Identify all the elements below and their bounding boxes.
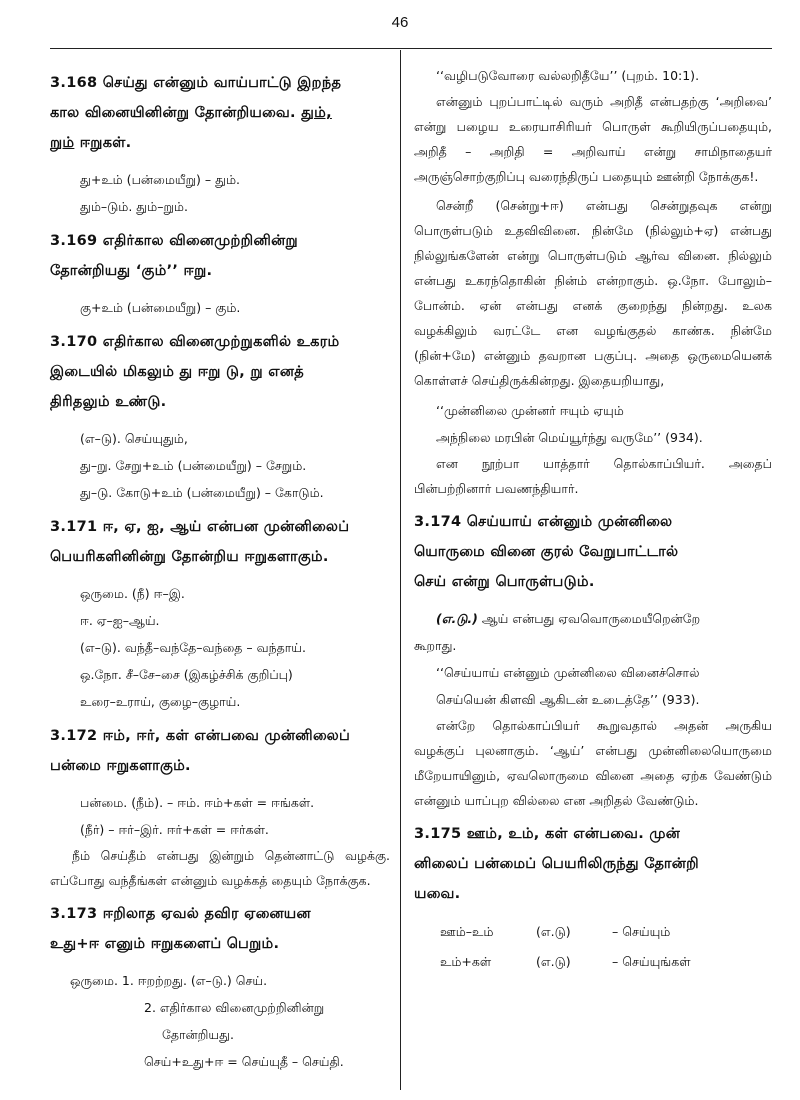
example-line: செய்+உது+ஈ = செய்யுதீ – செய்தி.	[144, 1054, 344, 1069]
right-column	[414, 62, 772, 977]
example-line: (எ–டு). வந்தீ–வந்தே–வந்தை – வந்தாய்.	[80, 640, 306, 655]
example-line: உரை–உராய், குழை–குழாய்.	[80, 694, 241, 709]
left-column	[50, 62, 390, 1075]
example-line: கூறாது.	[414, 638, 457, 653]
section-3-172-heading: 3.172 ஈம், ஈர், கள் என்பவை முன்னிலைப் பன்மை ஈறுகளாகும்.	[50, 728, 351, 774]
paragraph: சென்றீ (சென்று+ஈ) என்பது சென்றுதவுக என்று பொருள்படும் உதவிவினை. நின்மே (நில்லும்+ஏ) என்பது நில்லுங்களேன் என்று பொருள்படும் ஆர்வ வினை. நில்லும் என்பது உகரந்தொகின் நின்ம் என்றாகும். ஒ.நோ. போலும்–போன்ம். ஏன் என்பது எனக் குறைந்து நின்றது. உலக வழக்கிலும் வரட்டே என வழங்குதல் காண்க. நின்மே (நின்+மே) என்னும் தவறான பகுப்பு. அதை ஒருமையெனக் கொள்ளச் செய்திருக்கின்றது. இதையறியாது,	[414, 198, 772, 388]
paragraph: என நூற்பா யாத்தார் தொல்காப்பியர். அதைப் பின்பற்றினார் பவணந்தியார்.	[414, 456, 772, 496]
header-rule	[50, 48, 772, 49]
example-line: பன்மை. (நீம்). – ஈம். ஈம்+கள் = ஈங்கள்.	[80, 795, 315, 810]
example-line: (எ.டு.) ஆய் என்பது ஏவவொருமையீறென்றே	[436, 611, 701, 626]
paragraph: நீம் செய்தீம் என்பது இன்றும் தென்னாட்டு வழக்கு. எப்போது வந்தீங்கள் என்னும் வழக்கத் தையும் நோக்குக.	[50, 848, 390, 888]
section-3-169-heading: 3.169 எதிர்கால வினைமுற்றினின்று தோன்றியது ‘கும்’’ ஈறு.	[50, 233, 298, 279]
example-line: தோன்றியது.	[162, 1027, 234, 1042]
quote-line: ‘‘வழிபடுவோரை வல்லறிதீயே’’ (புறம். 10:1).	[436, 68, 700, 83]
quote-line: செய்யென் கிளவி ஆகிடன் உடைத்தே’’ (933).	[436, 692, 700, 707]
section-3-170-heading: 3.170 எதிர்கால வினைமுற்றுகளில் உகரம் இடையில் மிகலும் து ஈறு டு, று எனத் திரிதலும் உண்டு.	[50, 334, 340, 410]
paragraph: என்னும் புறப்பாட்டில் வரும் அறிதீ என்பதற்கு ‘அறிவை’ என்று பழைய உரையாசிரியர் பொருள் கூறியிருப்பதையும், அறிதீ – அறிதி = அறிவாய் என்று சாமிநாதையர் அருஞ்சொற்குறிப்பு வரைந்திருப் பதையும் ஊன்றி நோக்குக!.	[414, 94, 772, 184]
example-line: 2. எதிர்கால வினைமுற்றினின்று	[144, 1000, 325, 1015]
table-row: ஊம்–உம் (எ.டு) – செய்யும்	[440, 924, 671, 939]
page-number: 46	[391, 14, 409, 31]
column-divider	[400, 50, 401, 1090]
section-3-168-heading: 3.168 செய்து என்னும் வாய்பாட்டு இறந்த கால வினையினின்று தோன்றியவை. தும், றும் ஈறுகள்.	[50, 75, 342, 151]
quote-line: ‘‘செய்யாய் என்னும் முன்னிலை வினைச்சொல்	[436, 665, 700, 680]
section-3-175-heading: 3.175 ஊம், உம், கள் என்பவை. முன் னிலைப் பன்மைப் பெயரிலிருந்து தோன்றி யவை.	[414, 826, 699, 902]
example-line: ஒருமை. 1. ஈறற்றது. (எ–டு.) செய்.	[70, 973, 268, 988]
example-line: கு+உம் (பன்மையீறு) – கும்.	[80, 300, 241, 315]
example-line: ஒ.நோ. சீ–சே–சை (இகழ்ச்சிக் குறிப்பு)	[80, 667, 293, 682]
example-line: து–று. சேறு+உம் (பன்மையீறு) – சேறும்.	[80, 458, 307, 473]
table-row: உம்+கள் (எ.டு) – செய்யுங்கள்	[440, 954, 691, 969]
section-3-174-heading: 3.174 செய்யாய் என்னும் முன்னிலை யொருமை வினை குரல் வேறுபாட்டால் செய் என்று பொருள்படும்.	[414, 514, 679, 590]
section-3-171-heading: 3.171 ஈ, ஏ, ஐ, ஆய் என்பன முன்னிலைப் பெயரிகளினின்று தோன்றிய ஈறுகளாகும்.	[50, 519, 350, 565]
example-line: ஈ. ஏ–ஐ–ஆய்.	[80, 613, 160, 628]
example-line: ஒருமை. (நீ) ஈ–இ.	[80, 586, 185, 601]
example-line: து–டு. கோடு+உம் (பன்மையீறு) – கோடும்.	[80, 485, 324, 500]
paragraph: என்றே தொல்காப்பியர் கூறுவதால் அதன் அருகிய வழக்குப் புலனாகும். ‘ஆய்’ என்பது முன்னிலையொருமை மீறேயாயினும், ஏவலொருமை வினை அதை ஏற்க வேண்டும் என்னும் யாப்புற வில்லை என அறிதல் வேண்டும்.	[414, 718, 772, 808]
quote-line: அந்நிலை மரபின் மெய்யூர்ந்து வருமே’’ (934).	[436, 430, 703, 445]
example-line: தும்–டும். தும்–றும்.	[80, 199, 188, 214]
example-line: து+உம் (பன்மையீறு) – தும்.	[80, 172, 240, 187]
quote-line: ‘‘முன்னிலை முன்னர் ஈயும் ஏயும்	[436, 403, 624, 418]
section-3-173-heading: 3.173 ஈறிலாத ஏவல் தவிர ஏனையன உது+ஈ எனும் ஈறுகளைப் பெறும்.	[50, 906, 311, 952]
example-line: (நீர்) – ஈர்–இர். ஈர்+கள் = ஈர்கள்.	[80, 822, 269, 837]
example-line: (எ–டு). செய்யுதும்,	[80, 431, 188, 446]
